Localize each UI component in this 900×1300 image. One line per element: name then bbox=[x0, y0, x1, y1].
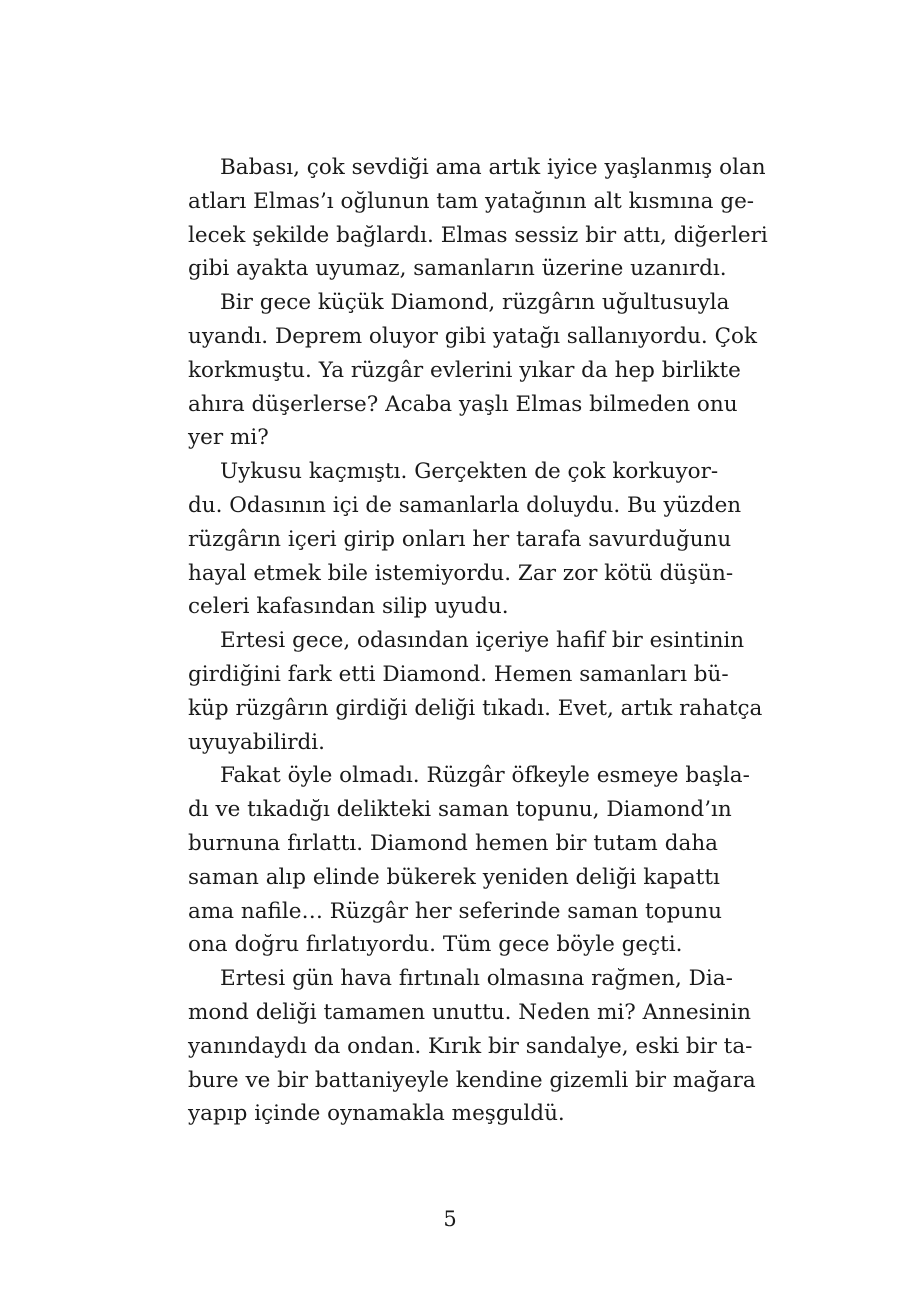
text-line: ama nafile… Rüzgâr her seferinde saman topunu bbox=[188, 898, 722, 924]
text-line: korkmuştu. Ya rüzgâr evlerini yıkar da hep birlikte bbox=[188, 357, 741, 383]
text-line: bure ve bir battaniyeyle kendine gizemli bir mağara bbox=[188, 1067, 756, 1093]
text-line: girdiğini fark etti Diamond. Hemen samanları bü- bbox=[188, 661, 729, 687]
paragraph bbox=[188, 962, 756, 1131]
text-line: Babası, çok sevdiği ama artık iyice yaşlanmış olan bbox=[220, 155, 766, 180]
text-line: saman alıp elinde bükerek yeniden deliği kapattı bbox=[188, 864, 720, 890]
text-line: rüzgârın içeri girip onları her tarafa savurduğunu bbox=[188, 526, 732, 552]
paragraph bbox=[188, 455, 742, 624]
text-line: yapıp içinde oynamakla meşguldü. bbox=[188, 1101, 565, 1127]
paragraph bbox=[188, 759, 750, 962]
text-line: uyuyabilirdi. bbox=[188, 729, 325, 755]
text-line: uyandı. Deprem oluyor gibi yatağı sallanıyordu. Çok bbox=[188, 323, 758, 349]
text-line: celeri kafasından silip uyudu. bbox=[188, 594, 509, 620]
text-line: Bir gece küçük Diamond, rüzgârın uğultusuyla bbox=[220, 290, 730, 316]
body-text bbox=[188, 151, 768, 1131]
text-line: du. Odasının içi de samanlarla doluydu. Bu yüzden bbox=[188, 492, 742, 518]
text-line: dı ve tıkadığı delikteki saman topunu, Diamond’ın bbox=[188, 797, 732, 823]
text-line: mond deliği tamamen unuttu. Neden mi? Annesinin bbox=[188, 999, 752, 1025]
text-line: gibi ayakta uyumaz, samanların üzerine uzanırdı. bbox=[188, 256, 727, 282]
text-line: ahıra düşerlerse? Acaba yaşlı Elmas bilmeden onu bbox=[188, 391, 738, 417]
text-line: lecek şekilde bağlardı. Elmas sessiz bir attı, diğerleri bbox=[188, 222, 768, 248]
text-line: ona doğru fırlatıyordu. Tüm gece böyle geçti. bbox=[188, 932, 683, 958]
text-line: atları Elmas’ı oğlunun tam yatağının alt kısmına ge- bbox=[188, 188, 755, 214]
paragraph bbox=[188, 624, 763, 759]
text-line: yer mi? bbox=[188, 425, 269, 451]
text-line: Ertesi gün hava fırtınalı olmasına rağmen, Dia- bbox=[220, 966, 733, 992]
text-line: Ertesi gece, odasından içeriye hafif bir esintinin bbox=[220, 628, 745, 654]
paragraph bbox=[188, 286, 758, 455]
text-line: Uykusu kaçmıştı. Gerçekten de çok korkuyor- bbox=[220, 459, 719, 485]
page-number: 5 bbox=[443, 1207, 457, 1231]
text-line: küp rüzgârın girdiği deliği tıkadı. Evet, artık rahatça bbox=[188, 695, 763, 721]
text-line: burnuna fırlattı. Diamond hemen bir tutam daha bbox=[188, 830, 718, 856]
paragraph bbox=[188, 151, 768, 286]
text-line: yanındaydı da ondan. Kırık bir sandalye, eski bir ta- bbox=[188, 1033, 753, 1059]
text-line: hayal etmek bile istemiyordu. Zar zor kötü düşün- bbox=[188, 560, 734, 586]
text-line: Fakat öyle olmadı. Rüzgâr öfkeyle esmeye başla- bbox=[220, 763, 750, 789]
